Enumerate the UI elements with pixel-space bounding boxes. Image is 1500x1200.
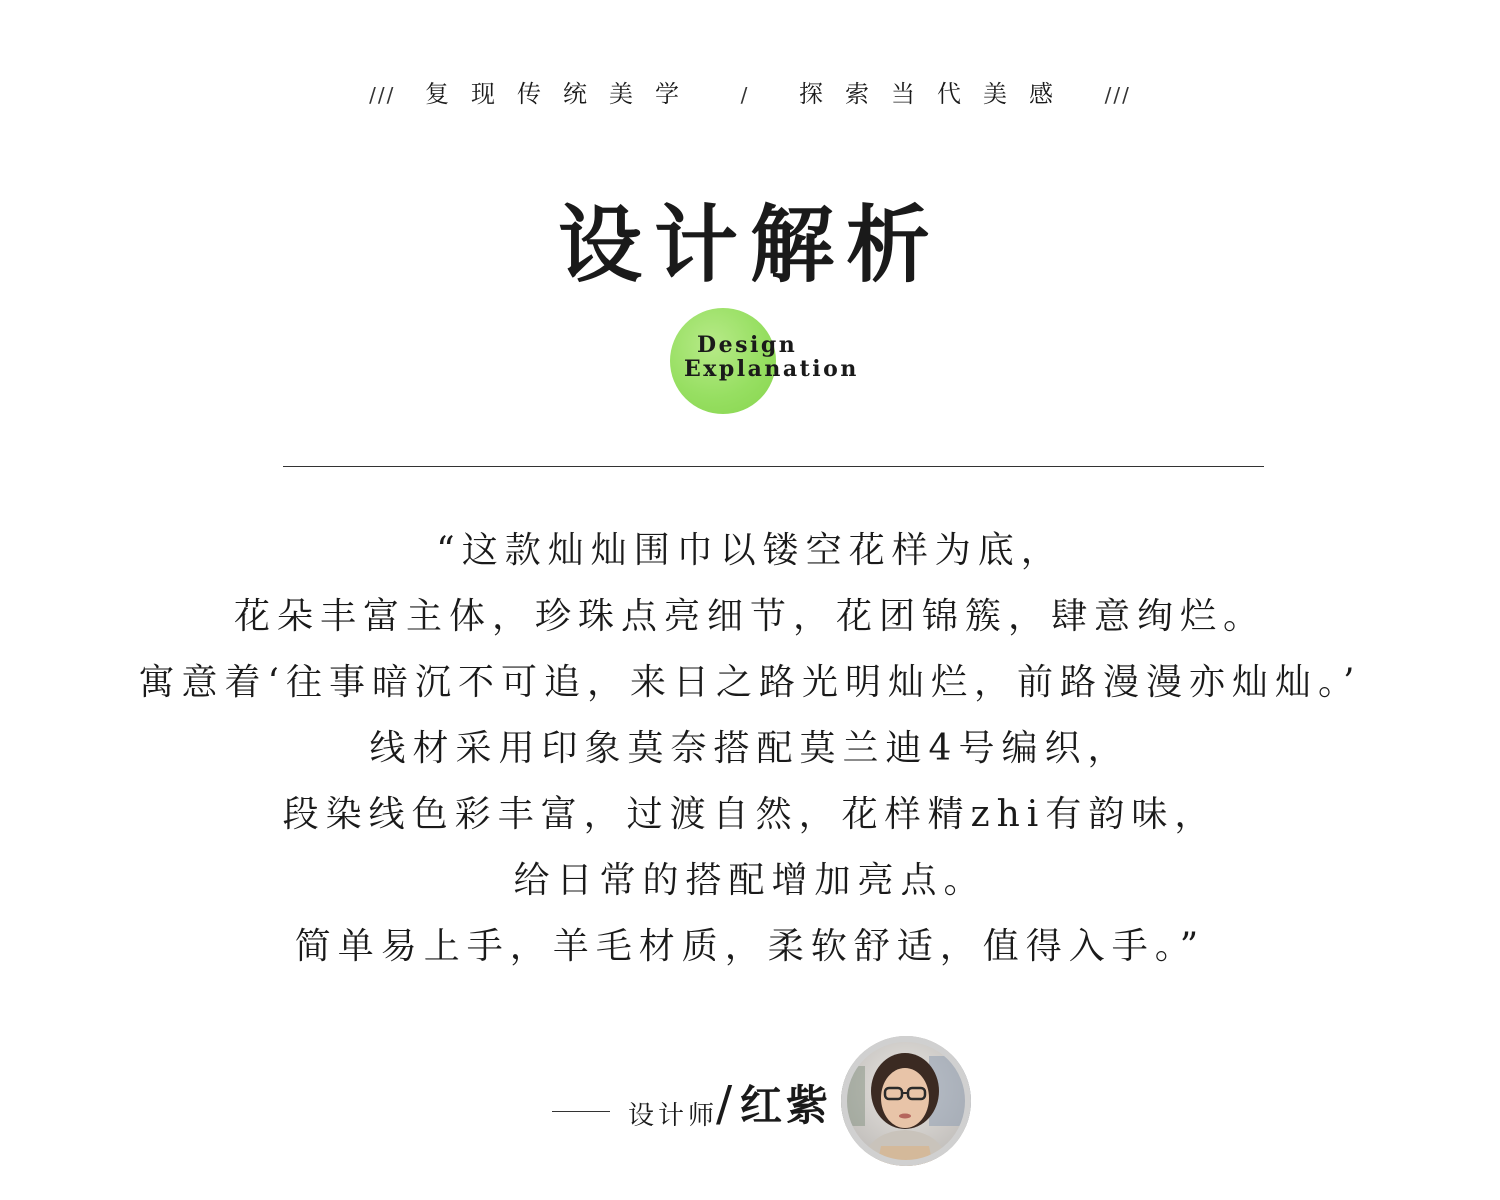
slogan-right-marks: /// (1104, 83, 1131, 107)
description-line: 花朵丰富主体，珍珠点亮细节，花团锦簇，肆意绚烂。 (233, 596, 1266, 637)
design-description (0, 518, 1500, 980)
badge-line-1: Design (697, 332, 798, 358)
description-line: 线材采用印象莫奈搭配莫兰迪4号编织， (369, 728, 1131, 769)
avatar-portrait-icon (841, 1036, 971, 1166)
description-line: 寓意着‘往事暗沉不可追，来日之路光明灿烂，前路漫漫亦灿灿。’ (138, 662, 1362, 703)
slogan-part-1: 复现传统美学 (424, 80, 701, 108)
description-line: 给日常的搭配增加亮点。 (513, 860, 987, 901)
slogan-left-marks: /// (369, 83, 396, 107)
designer-name: 红紫 (740, 1081, 833, 1130)
divider (283, 466, 1264, 467)
slogan-part-2: 探索当代美感 (799, 80, 1076, 108)
badge-text (684, 333, 859, 381)
signature-slash: / (716, 1076, 733, 1132)
signature-dash (552, 1111, 610, 1112)
description-line: “这款灿灿围巾以镂空花样为底， (436, 530, 1064, 571)
badge-line-2: Explanation (684, 356, 859, 382)
page-title: 设计解析 (557, 195, 942, 294)
slogan-separator: / (740, 83, 748, 107)
signature-role: 设计师 (628, 1101, 719, 1131)
slogan (0, 74, 1500, 109)
description-line: 段染线色彩丰富，过渡自然，花样精zhi有韵味， (282, 794, 1218, 835)
designer-avatar (841, 1036, 971, 1166)
description-line: 简单易上手，羊毛材质，柔软舒适，值得入手。” (294, 926, 1206, 967)
